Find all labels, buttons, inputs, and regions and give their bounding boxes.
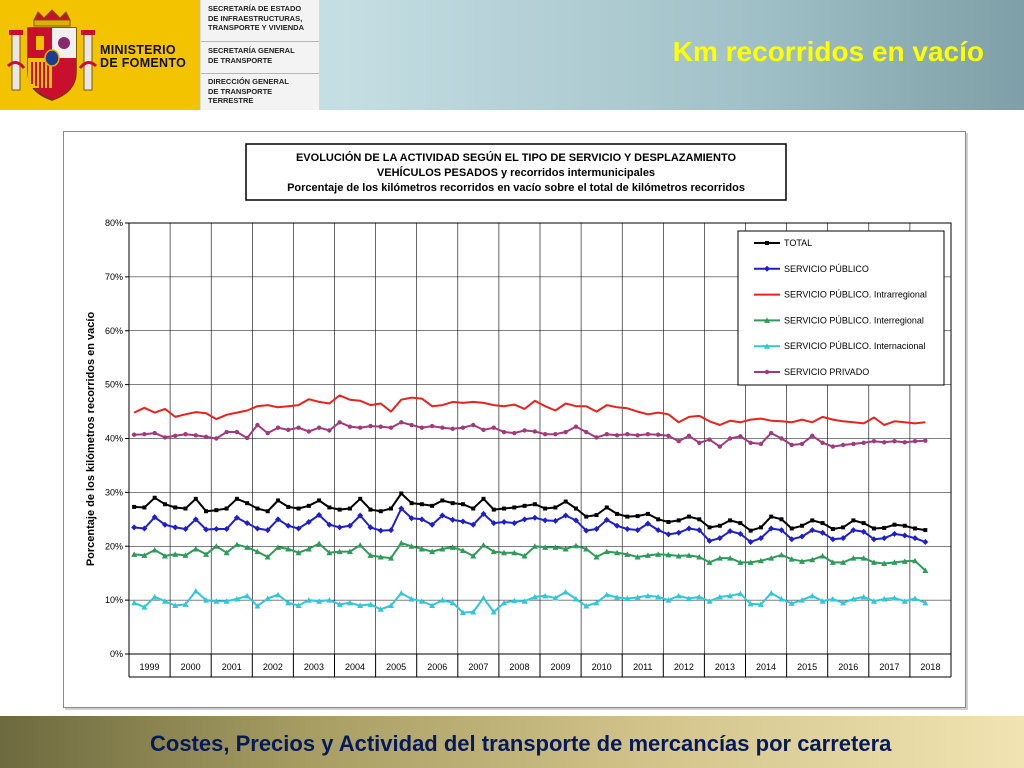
data-point-privado	[152, 431, 156, 435]
y-tick-label: 10%	[104, 595, 123, 606]
data-point-total	[738, 521, 742, 525]
data-point-total	[687, 515, 691, 519]
x-tick-label: 2013	[714, 662, 735, 672]
y-tick-label: 0%	[109, 649, 123, 659]
data-point-total	[297, 507, 301, 511]
data-point-total	[615, 512, 619, 516]
data-point-privado	[255, 423, 259, 427]
legend-box	[738, 231, 944, 385]
data-point-privado	[861, 441, 865, 445]
data-point-total	[749, 529, 753, 533]
data-point-total	[923, 528, 927, 532]
data-point-privado	[687, 434, 691, 438]
data-point-privado	[132, 433, 136, 437]
data-point-privado	[194, 433, 198, 437]
data-point-privado	[358, 426, 362, 430]
secretaria-general-line2: DE TRANSPORTE	[208, 55, 273, 65]
x-tick-label: 2014	[756, 662, 777, 672]
data-point-total	[245, 501, 249, 505]
data-point-privado	[779, 436, 783, 440]
data-point-total	[666, 520, 670, 524]
ministry-name-line1: MINISTERIO	[100, 43, 176, 57]
legend-label-intrarregional: SERVICIO PÚBLICO. Intrarregional	[784, 289, 927, 300]
data-point-total	[872, 526, 876, 530]
ministry-logo-area	[0, 0, 200, 110]
series-internacional	[131, 588, 928, 615]
legend-label-publico: SERVICIO PÚBLICO	[784, 263, 869, 274]
x-tick-label: 2005	[386, 662, 407, 672]
data-point-privado	[748, 441, 752, 445]
data-point-total	[430, 504, 434, 508]
data-point-total	[533, 502, 537, 506]
legend-label-interregional: SERVICIO PÚBLICO. Interregional	[784, 315, 924, 326]
data-point-publico	[912, 535, 918, 541]
data-point-total	[584, 515, 588, 519]
data-point-publico	[460, 518, 466, 524]
chart-title-line3: Porcentaje de los kilómetros recorridos en vacío sobre el total de kilómetros recorridos	[287, 182, 745, 194]
data-point-publico	[891, 531, 897, 537]
data-point-privado	[718, 444, 722, 448]
data-point-total	[338, 508, 342, 512]
legend-label-privado: SERVICIO PRIVADO	[784, 367, 870, 377]
data-point-total	[543, 507, 547, 511]
x-tick-label: 2001	[221, 662, 242, 672]
data-point-privado	[841, 443, 845, 447]
data-point-total	[564, 500, 568, 504]
chart-title-line1: EVOLUCIÓN DE LA ACTIVIDAD SEGÚN EL TIPO DE SERVICIO Y DESPLAZAMIENTO	[295, 152, 737, 164]
data-point-privado	[574, 424, 578, 428]
data-point-publico	[213, 526, 219, 532]
y-tick-label: 50%	[104, 379, 123, 390]
legend-label-internacional: SERVICIO PÚBLICO. Internacional	[784, 341, 926, 352]
data-point-privado	[224, 430, 228, 434]
data-point-total	[307, 504, 311, 508]
data-point-total	[646, 512, 650, 516]
data-point-privado	[820, 441, 824, 445]
data-point-privado	[872, 439, 876, 443]
ministry-name-line2: DE FOMENTO	[100, 56, 187, 70]
data-point-publico	[501, 519, 507, 525]
data-point-publico	[922, 539, 928, 545]
data-point-publico	[511, 520, 517, 526]
data-point-total	[523, 504, 527, 508]
data-point-total	[194, 497, 198, 501]
data-point-privado	[471, 423, 475, 427]
data-point-privado	[430, 424, 434, 428]
data-point-total	[759, 525, 763, 529]
data-point-privado	[615, 433, 619, 437]
chart-series	[131, 395, 928, 615]
data-point-privado	[697, 441, 701, 445]
data-point-privado	[163, 435, 167, 439]
data-point-publico	[131, 524, 137, 530]
data-point-total	[800, 524, 804, 528]
data-point-privado	[810, 434, 814, 438]
data-point-privado	[379, 424, 383, 428]
data-point-privado	[296, 426, 300, 430]
data-point-privado	[399, 420, 403, 424]
legend-label-total: TOTAL	[784, 238, 813, 248]
x-tick-label: 2018	[920, 662, 941, 672]
data-point-privado	[214, 436, 218, 440]
data-point-privado	[204, 435, 208, 439]
data-point-total	[708, 525, 712, 529]
data-point-privado	[728, 436, 732, 440]
data-point-total	[317, 498, 321, 502]
data-point-total	[163, 502, 167, 506]
data-point-total	[892, 523, 896, 527]
data-point-total	[821, 521, 825, 525]
data-point-total	[173, 505, 177, 509]
data-point-privado	[307, 429, 311, 433]
data-point-privado	[317, 426, 321, 430]
data-point-privado	[903, 440, 907, 444]
data-point-privado	[409, 423, 413, 427]
chart-frame	[63, 131, 966, 708]
coat-of-arms-icon	[6, 6, 98, 106]
data-point-internacional	[398, 590, 404, 596]
data-point-interregional	[357, 542, 363, 548]
data-point-total	[903, 524, 907, 528]
secretaria-estado-line2: DE INFRAESTRUCTURAS,	[208, 13, 303, 23]
data-point-internacional	[809, 593, 815, 599]
data-point-total	[368, 508, 372, 512]
x-tick-label: 2016	[838, 662, 859, 672]
data-point-internacional	[768, 590, 774, 596]
series-line-intrarregional	[134, 395, 925, 425]
secretaria-general	[201, 46, 319, 74]
data-point-total	[625, 515, 629, 519]
data-point-total	[214, 508, 218, 512]
x-tick-label: 2004	[345, 662, 366, 672]
data-point-internacional	[193, 588, 199, 594]
data-point-total	[718, 524, 722, 528]
secretaria-general-line1: SECRETARÍA GENERAL	[208, 46, 295, 55]
secretaria-estado	[201, 4, 319, 42]
data-point-total	[471, 507, 475, 511]
y-tick-label: 40%	[104, 433, 123, 444]
data-point-privado	[923, 438, 927, 442]
x-tick-label: 2009	[550, 662, 571, 672]
data-point-privado	[142, 432, 146, 436]
direccion-general-line1: DIRECCIÓN GENERAL	[208, 77, 289, 86]
direccion-general-line2: DE TRANSPORTE	[208, 86, 273, 96]
secretaria-estado-line3: TRANSPORTE Y VIVIENDA	[208, 23, 304, 32]
data-point-privado	[605, 432, 609, 436]
data-point-privado	[461, 426, 465, 430]
data-point-total	[553, 505, 557, 509]
x-tick-label: 2015	[797, 662, 818, 672]
x-tick-label: 2012	[673, 662, 694, 672]
data-point-total	[841, 525, 845, 529]
y-axis-label: Porcentaje de los kilómetros recorridos en vacío	[85, 311, 97, 567]
data-point-privado	[389, 426, 393, 430]
data-point-privado	[892, 439, 896, 443]
series-line-internacional	[134, 591, 925, 613]
x-tick-label: 2002	[262, 662, 283, 672]
data-point-total	[605, 505, 609, 509]
series-line-interregional	[134, 543, 925, 571]
data-point-privado	[769, 431, 773, 435]
data-point-total	[410, 501, 414, 505]
slide-title: Km recorridos en vacío	[672, 36, 984, 67]
data-point-publico	[542, 517, 548, 523]
data-point-total	[358, 497, 362, 501]
data-point-total	[389, 507, 393, 511]
data-point-internacional	[131, 600, 137, 606]
chart-title-line2: VEHÍCULOS PESADOS y recorridos intermunicipales	[376, 167, 656, 179]
x-tick-label: 1999	[139, 662, 160, 672]
line-chart	[64, 132, 965, 707]
data-point-total	[266, 509, 270, 513]
data-point-total	[677, 518, 681, 522]
series-intrarregional	[134, 395, 925, 425]
data-point-total	[481, 497, 485, 501]
data-point-privado	[450, 427, 454, 431]
data-point-total	[697, 517, 701, 521]
data-point-total	[440, 498, 444, 502]
chart-legend	[738, 231, 944, 385]
data-point-privado	[183, 432, 187, 436]
data-point-total	[831, 527, 835, 531]
data-point-publico	[624, 526, 630, 532]
data-point-interregional	[480, 542, 486, 548]
data-point-privado	[481, 428, 485, 432]
x-tick-label: 2007	[468, 662, 489, 672]
data-point-publico	[337, 524, 343, 530]
data-point-total	[769, 515, 773, 519]
x-tick-label: 2003	[303, 662, 324, 672]
data-point-privado	[625, 432, 629, 436]
data-point-privado	[276, 426, 280, 430]
y-tick-label: 70%	[104, 271, 123, 282]
data-point-publico	[676, 530, 682, 536]
data-point-privado	[677, 439, 681, 443]
data-point-privado	[913, 439, 917, 443]
data-point-publico	[378, 528, 384, 534]
data-point-privado	[765, 370, 769, 374]
data-point-total	[255, 507, 259, 511]
data-point-privado	[543, 432, 547, 436]
data-point-privado	[635, 433, 639, 437]
series-privado	[132, 420, 928, 449]
data-point-internacional	[152, 594, 158, 600]
data-point-total	[225, 507, 229, 511]
data-point-privado	[759, 442, 763, 446]
data-point-privado	[173, 434, 177, 438]
data-point-total	[595, 513, 599, 517]
slide-header	[0, 0, 1024, 110]
data-point-privado	[337, 420, 341, 424]
data-point-total	[153, 496, 157, 500]
data-point-privado	[235, 430, 239, 434]
series-line-privado	[134, 422, 925, 446]
data-point-total	[327, 505, 331, 509]
data-point-total	[461, 502, 465, 506]
direccion-general	[201, 77, 319, 109]
data-point-interregional	[152, 547, 158, 553]
x-axis-ticks	[129, 654, 951, 677]
data-point-privado	[533, 429, 537, 433]
ministry-name	[100, 44, 196, 70]
data-point-internacional	[563, 589, 569, 595]
data-point-total	[132, 505, 136, 509]
footer-title: Costes, Precios y Actividad del transporte de mercancías por carretera	[150, 731, 892, 756]
x-tick-label: 2006	[427, 662, 448, 672]
data-point-total	[276, 498, 280, 502]
y-tick-label: 30%	[104, 487, 123, 498]
data-point-internacional	[480, 595, 486, 601]
x-tick-label: 2010	[591, 662, 612, 672]
x-tick-label: 2008	[509, 662, 530, 672]
x-tick-label: 2011	[633, 662, 653, 672]
data-point-total	[348, 507, 352, 511]
data-point-total	[636, 514, 640, 518]
data-point-total	[286, 505, 290, 509]
data-point-total	[851, 518, 855, 522]
y-tick-label: 80%	[104, 218, 123, 228]
data-point-privado	[553, 432, 557, 436]
x-tick-label: 2017	[879, 662, 900, 672]
data-point-total	[574, 507, 578, 511]
data-point-publico	[665, 531, 671, 537]
secretaria-estado-line1: SECRETARÍA DE ESTADO	[208, 4, 302, 13]
data-point-total	[656, 517, 660, 521]
data-point-total	[779, 517, 783, 521]
data-point-privado	[492, 426, 496, 430]
y-tick-label: 20%	[104, 541, 123, 552]
data-point-total	[184, 507, 188, 511]
data-point-privado	[882, 440, 886, 444]
data-point-privado	[348, 424, 352, 428]
data-point-privado	[522, 428, 526, 432]
data-point-total	[142, 505, 146, 509]
data-point-total	[451, 501, 455, 505]
data-point-total	[765, 241, 769, 245]
y-tick-label: 60%	[104, 325, 123, 336]
x-tick-label: 2000	[180, 662, 201, 672]
data-point-total	[790, 526, 794, 530]
data-point-privado	[594, 435, 598, 439]
data-point-total	[913, 526, 917, 530]
data-point-publico	[686, 525, 692, 531]
data-point-privado	[831, 444, 835, 448]
data-point-total	[810, 518, 814, 522]
data-point-publico	[902, 532, 908, 538]
data-point-total	[420, 502, 424, 506]
series-line-publico	[134, 509, 925, 542]
series-publico	[131, 506, 928, 545]
data-point-total	[204, 509, 208, 513]
y-axis-ticks	[105, 218, 129, 659]
data-point-total	[379, 509, 383, 513]
data-point-privado	[420, 426, 424, 430]
data-point-publico	[522, 516, 528, 522]
data-point-privado	[584, 430, 588, 434]
data-point-total	[492, 508, 496, 512]
data-point-total	[235, 497, 239, 501]
data-point-privado	[327, 428, 331, 432]
data-point-privado	[656, 433, 660, 437]
data-point-privado	[512, 431, 516, 435]
data-point-publico	[172, 524, 178, 530]
data-point-privado	[851, 442, 855, 446]
series-interregional	[131, 540, 928, 573]
data-point-total	[728, 518, 732, 522]
data-point-publico	[532, 515, 538, 521]
data-point-privado	[666, 434, 670, 438]
data-point-publico	[450, 517, 456, 523]
data-point-publico	[881, 535, 887, 541]
data-point-interregional	[193, 546, 199, 552]
direccion-general-line3: TERRESTRE	[208, 96, 254, 105]
data-point-privado	[707, 437, 711, 441]
data-point-privado	[368, 424, 372, 428]
data-point-privado	[790, 443, 794, 447]
data-point-total	[862, 521, 866, 525]
data-point-total	[399, 491, 403, 495]
data-point-total	[882, 526, 886, 530]
data-point-privado	[738, 434, 742, 438]
data-point-privado	[800, 442, 804, 446]
data-point-privado	[563, 430, 567, 434]
data-point-total	[512, 505, 516, 509]
data-point-total	[502, 507, 506, 511]
data-point-privado	[646, 432, 650, 436]
data-point-privado	[502, 430, 506, 434]
data-point-interregional	[316, 541, 322, 547]
data-point-privado	[286, 428, 290, 432]
data-point-privado	[440, 426, 444, 430]
secretaries-panel	[201, 0, 319, 110]
data-point-privado	[266, 431, 270, 435]
data-point-privado	[245, 436, 249, 440]
